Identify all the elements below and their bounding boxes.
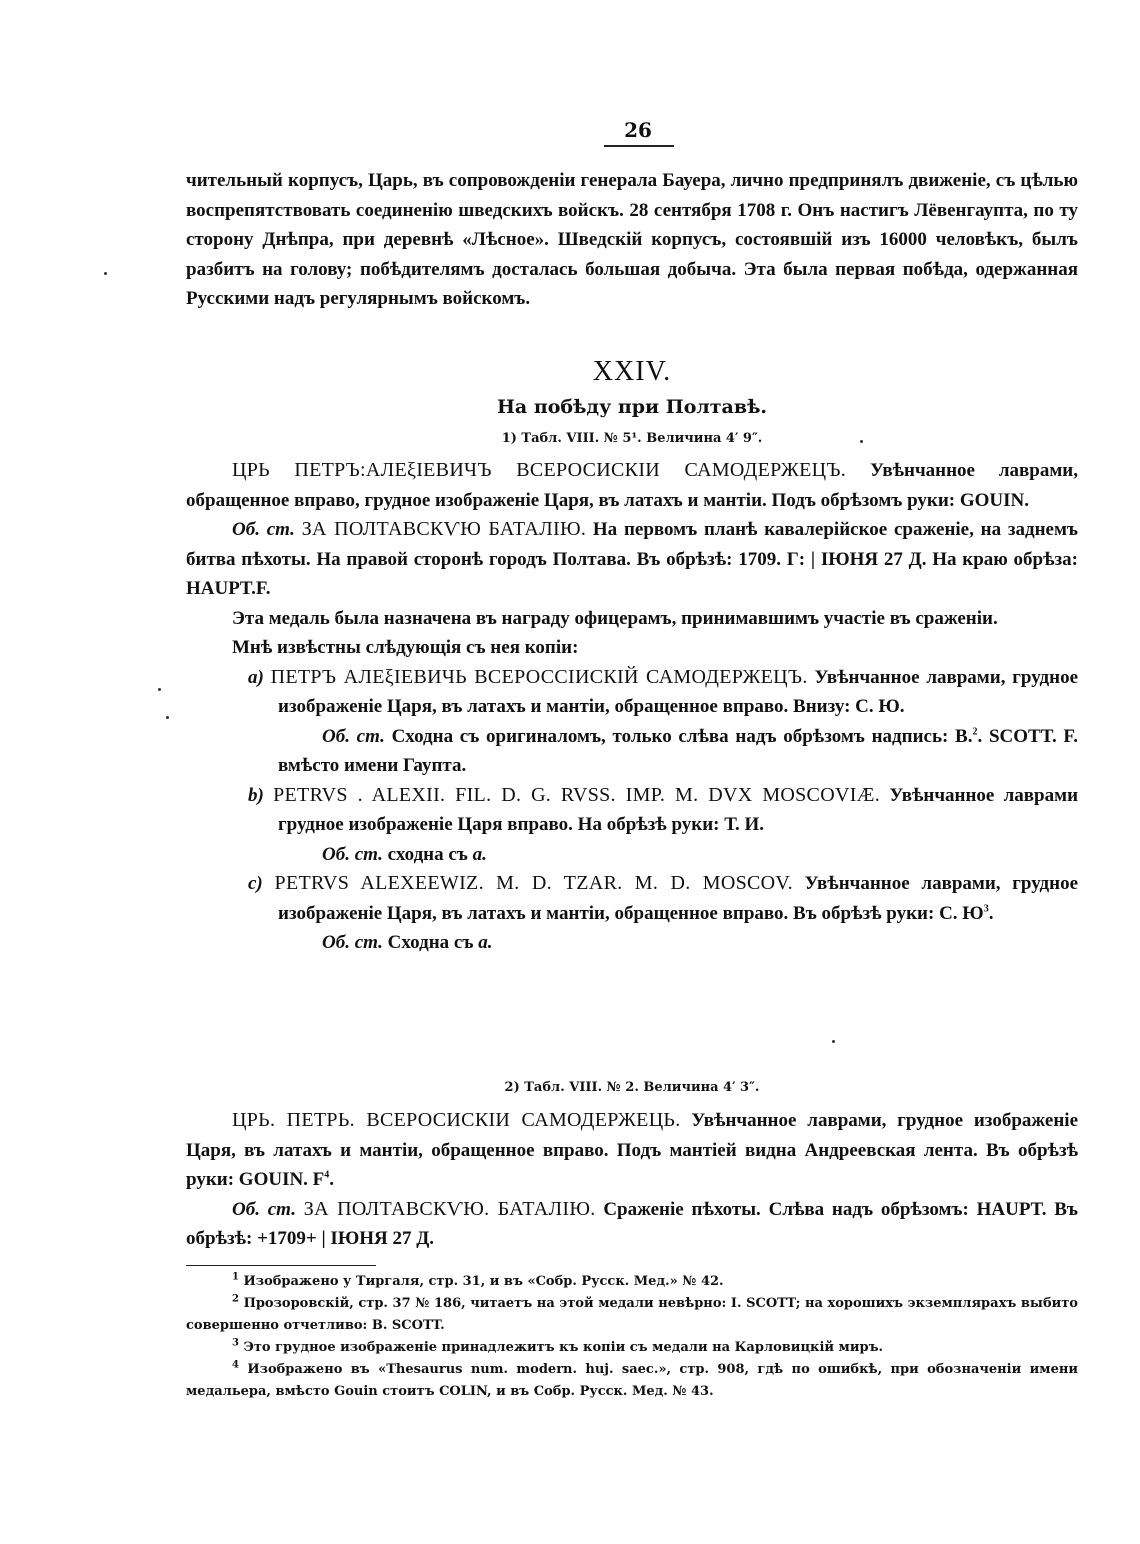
footnote-3 bbox=[186, 1337, 1078, 1359]
medal2-reverse bbox=[186, 1195, 1078, 1254]
scan-speck bbox=[860, 440, 863, 443]
footnote-1-mark: 1 bbox=[232, 1271, 239, 1283]
footnote-2 bbox=[186, 1293, 1078, 1337]
footnote-1-text: Изображено у Тиргаля, стр. 31, и въ «Собр. Русск. Мед.» № 42. bbox=[243, 1274, 724, 1289]
copy-a bbox=[248, 663, 1078, 722]
footnote-rule bbox=[186, 1265, 376, 1266]
medal2-reverse-label: Об. ст. bbox=[232, 1198, 296, 1220]
medal1-obverse bbox=[186, 456, 1078, 515]
copy-b bbox=[248, 781, 1079, 840]
copy-a-rev-desc2: SCOTT. F. вмѣсто имени Гаупта. bbox=[278, 725, 1079, 776]
medal1-reverse bbox=[186, 515, 1078, 604]
copy-a-legend: ПЕТРЪ АЛЕξIЕВИЧЬ ВСЕРОССIИСКIЙ САМОДЕРЖЕЦЪ. bbox=[270, 665, 808, 688]
copy-a-rev-sup: 2 bbox=[972, 726, 978, 738]
footnote-4 bbox=[186, 1359, 1078, 1403]
footnote-4-mark: 4 bbox=[232, 1359, 239, 1371]
medal2-header: 2) Табл. VIII. № 2. Величина 4′ 3″. bbox=[504, 1080, 760, 1095]
copy-c-desc: Увѣнчанное лаврами, грудное изображенiе Царя, въ латахъ и мантiи, обращенное вправо. Въ обрѣзѣ руки: С. Ю bbox=[278, 873, 1079, 924]
medal2-obverse-sup: 4 bbox=[324, 1169, 330, 1181]
page-number-rule bbox=[604, 145, 674, 147]
copy-c-reverse bbox=[278, 928, 1078, 958]
copy-a-rev-label: Об. ст. bbox=[322, 725, 385, 747]
copy-b-letter: b) bbox=[248, 784, 264, 806]
medal1-reverse-legend: ЗА ПОЛТАВСКѴЮ БАТАЛIЮ. bbox=[301, 518, 587, 540]
medal2-obverse-legend: ЦРЬ. ПЕТРЬ. ВСЕРОСИСКIИ САМОДЕРЖЕЦЬ. bbox=[232, 1109, 681, 1131]
medal1-obverse-legend: ЦРЬ ПЕТРЪ:АЛЕξIЕВИЧЪ ВСЕРОСИСКIИ САМОДЕРЖЕЦЪ. bbox=[232, 459, 847, 481]
scan-speck bbox=[158, 688, 161, 691]
footnote-2-mark: 2 bbox=[232, 1293, 239, 1305]
copies-intro: Мнѣ извѣстны слѣдующiя съ нея копiи: bbox=[232, 637, 579, 658]
medal1-reverse-label: Об. ст. bbox=[232, 519, 295, 540]
footnote-2-text: Прозоровскiй, стр. 37 № 186, читаетъ на этой медали невѣрно: I. SCOTT; на хорошихъ экземплярахъ выбито совершенно отчетливо: B. SCOTT. bbox=[186, 1296, 1078, 1333]
medal1-obverse-desc: Увѣнчанное лаврами, обращенное вправо, грудное изображенiе Царя, въ латахъ и мантiи. Подъ обрѣзомъ руки: GOUIN. bbox=[186, 460, 1078, 511]
copy-b-legend: PETRVS . ALEXII. FIL. D. G. RVSS. IMP. M. DVX MOSCOVIÆ. bbox=[273, 783, 881, 806]
copy-a-letter: a) bbox=[248, 666, 264, 688]
footnote-3-text: Это грудное изображенiе принадлежитъ къ копiи съ медали на Карловицкiй миръ. bbox=[243, 1340, 884, 1355]
copy-c-rev-label: Об. ст. bbox=[322, 932, 383, 953]
intro-paragraph: чительный корпусъ, Царь, въ сопровожденiи генерала Бауера, лично предпринялъ движенiе, съ цѣлью воспрепятствовать соединенiю шведскихъ войскъ. 28 сентября 1708 г. Онъ настигъ Лёвенгаупта, по ту сторону Днѣпра, при деревнѣ «Лѣсное». Шведскiй корпусъ, состоявшiй изъ 16000 человѣкъ, былъ разбитъ на голову; побѣдителямъ досталась большая добыча. Эта была первая побѣда, одержанная Русскими надъ регулярнымъ войскомъ. bbox=[186, 170, 1079, 309]
copy-a-reverse: Об. ст. Сходна съ оригиналомъ, только слѣва надъ обрѣзомъ надпись: В.$^2$. SCOTT. F. вмѣсто имени Гаупта. bbox=[278, 725, 1079, 776]
copy-c-letter: c) bbox=[248, 873, 263, 894]
medal2-obverse: ЦРЬ. ПЕТРЬ. ВСЕРОСИСКIИ САМОДЕРЖЕЦЬ. Увѣнчанное лаврами, грудное изображенiе Царя, въ латахъ и мантiи, обращенное вправо. Подъ мантiей видна Андреевская лента. Въ обрѣзѣ руки: GOUIN. $F^4$. bbox=[186, 1109, 1079, 1190]
section-title: На побѣду при Полтавѣ. bbox=[496, 396, 768, 418]
medal2-block bbox=[186, 1106, 1078, 1254]
copy-c: c) PETRVS ALEXEEWIZ. M. D. TZAR. M. D. MOSCOV. Увѣнчанное лаврами, грудное изображенiе Царя, въ латахъ и мантiи, обращенное вправо. Въ обрѣзѣ руки: С. $Ю^3$. bbox=[248, 872, 1079, 924]
medal1-note: Эта медаль была назначена въ награду офицерамъ, принимавшимъ участiе въ сраженiи. bbox=[232, 607, 998, 629]
copy-b-rev-desc: сходна съ bbox=[387, 843, 468, 865]
copy-c-rev-ref: a. bbox=[478, 932, 493, 953]
scan-speck bbox=[104, 272, 107, 275]
footnote-1 bbox=[186, 1271, 1078, 1293]
footnote-4-text: Изображено въ «Thesaurus num. modern. huj. saec.», стр. 908, гдѣ по ошибкѣ, при обозначенiи имени медальера, вмѣсто Gouin стоитъ COLIN, и въ Собр. Русск. Мед. № 43. bbox=[186, 1362, 1079, 1399]
copy-b-rev-ref: a. bbox=[472, 843, 487, 865]
footnotes bbox=[186, 1271, 1078, 1403]
copy-b-reverse bbox=[278, 840, 1078, 870]
medal2-obverse-desc: Увѣнчанное лаврами, грудное изображенiе Царя, въ латахъ и мантiи, обращенное вправо. Подъ мантiей видна Андреевская лента. Въ обрѣзѣ руки: GOUIN. F bbox=[186, 1110, 1079, 1190]
intro-block bbox=[186, 166, 1078, 314]
copy-a-desc: Увѣнчанное лаврами, грудное изображенiе Царя, въ латахъ и мантiи, обращенное вправо. Внизу: С. Ю. bbox=[278, 666, 1078, 717]
medal1-block bbox=[186, 456, 1078, 958]
scan-speck bbox=[832, 1040, 835, 1043]
copy-c-legend: PETRVS ALEXEEWIZ. M. D. TZAR. M. D. MOSCOV. bbox=[274, 872, 793, 894]
medal2-reverse-legend: ЗА ПОЛТАВСКѴЮ. БАТАЛIЮ. bbox=[303, 1197, 596, 1220]
section-number: XXIV. bbox=[592, 356, 672, 387]
copy-a-rev-desc: Сходна съ оригиналомъ, только слѣва надъ обрѣзомъ надпись: В. bbox=[391, 725, 973, 747]
footnote-3-mark: 3 bbox=[232, 1337, 239, 1349]
copy-c-sup: 3 bbox=[983, 903, 989, 915]
copy-b-rev-label: Об. ст. bbox=[322, 843, 383, 865]
medal2-reverse-desc: Сраженiе пѣхоты. Слѣва надъ обрѣзомъ: HAUPT. Въ обрѣзѣ: +1709+ | IЮНЯ 27 Д. bbox=[186, 1198, 1079, 1249]
page-number: 26 bbox=[624, 118, 652, 142]
medal1-reverse-desc: На первомъ планѣ кавалерiйское сраженiе, на заднемъ битва пѣхоты. На правой сторонѣ городъ Полтава. Въ обрѣзѣ: 1709. Г: | IЮНЯ 27 Д. На краю обрѣза: HAUPT.F. bbox=[186, 519, 1079, 599]
medal1-header: 1) Табл. VIII. № 5¹. Величина 4′ 9″. bbox=[501, 431, 763, 446]
scan-speck bbox=[166, 716, 169, 719]
copy-b-desc: Увѣнчанное лаврами грудное изображенiе Царя вправо. На обрѣзѣ руки: Т. И. bbox=[278, 784, 1079, 835]
copy-c-rev-desc: Сходна съ bbox=[387, 932, 474, 953]
